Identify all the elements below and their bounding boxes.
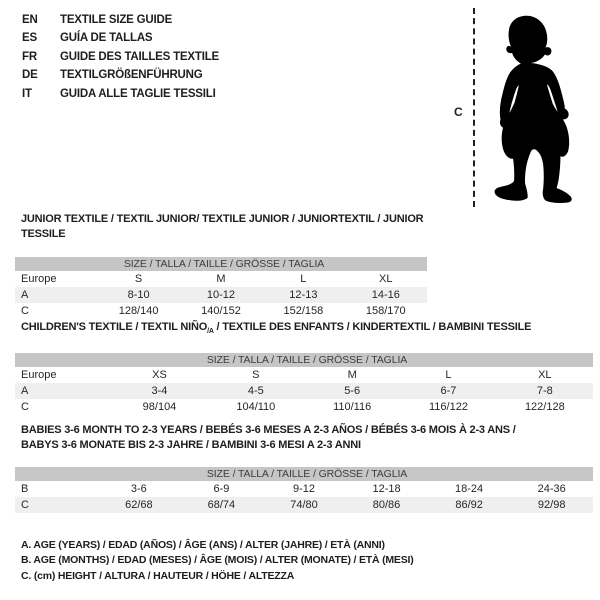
row-label: Europe (21, 273, 57, 285)
language-title-list (22, 11, 219, 103)
size-table (15, 467, 593, 513)
size-cell: 74/80 (263, 497, 346, 513)
baby-silhouette-icon (483, 7, 577, 207)
language-code: IT (22, 87, 32, 100)
size-cell: 122/128 (524, 401, 565, 414)
size-cell: 140/152 (201, 305, 241, 317)
size-cell: 12-13 (262, 287, 344, 303)
language-code: FR (22, 50, 37, 63)
size-cell: 24-36 (537, 483, 566, 495)
size-cell: 68/74 (180, 497, 263, 513)
size-table (15, 257, 427, 319)
table-title (21, 212, 427, 242)
legend-line: A. AGE (YEARS) / EDAD (AÑOS) / ÂGE (ANS) / ALTER (JAHRE) / ETÀ (ANNI) (21, 539, 385, 551)
table-title-text: / TEXTILE DES ENFANTS / KINDERTEXTIL / BAMBINI TESSILE (213, 321, 532, 333)
size-cell: 80/86 (345, 497, 428, 513)
guide-title: TEXTILE SIZE GUIDE (60, 14, 173, 26)
row-label: A (15, 383, 111, 399)
babies-textile-section (15, 423, 593, 513)
size-header-bar: SIZE / TALLA / TAILLE / GRÖSSE / TAGLIA (15, 257, 427, 271)
table-title-text: JUNIOR TEXTILE / TEXTIL JUNIOR/ TEXTILE JUNIOR / JUNIORTEXTIL / JUNIOR TESSILE (21, 213, 424, 240)
table-row (15, 399, 593, 415)
row-label: Europe (21, 369, 57, 382)
size-cell: 8-10 (97, 287, 179, 303)
legend-line: B. AGE (MONTHS) / EDAD (MESES) / ÂGE (MOIS) / ALTER (MONATE) / ETÀ (MESI) (21, 554, 414, 567)
size-cell: 110/116 (333, 401, 372, 414)
legend-line: C. (cm) HEIGHT / ALTURA / HAUTEUR / HÖHE / ALTEZZA (21, 569, 295, 582)
size-cell: XL (538, 369, 552, 382)
language-row (22, 48, 219, 66)
height-measure-label: C (454, 105, 463, 119)
size-cell: 5-6 (304, 383, 400, 399)
language-row (22, 85, 219, 103)
size-header-bar: SIZE / TALLA / TAILLE / GRÖSSE / TAGLIA (15, 467, 593, 481)
table-title-text: CHILDREN'S TEXTILE / TEXTIL NIÑO (21, 321, 208, 333)
language-code: EN (22, 14, 38, 26)
language-code: ES (22, 32, 37, 45)
size-cell: 104/110 (236, 401, 276, 414)
childrens-textile-section (15, 320, 593, 415)
table-title-text: BABIES 3-6 MONTH TO 2-3 YEARS / BEBÉS 3-6 MESES A 2-3 AÑOS / BÉBÉS 3-6 MOIS À 2-3 ANS / (21, 424, 516, 436)
table-row (15, 367, 593, 383)
guide-title: GUIDE DES TAILLES TEXTILE (60, 50, 219, 63)
size-cell: M (216, 273, 226, 285)
size-header-row (15, 257, 427, 271)
size-header-row (15, 467, 593, 481)
language-code: DE (22, 69, 38, 82)
size-header-row (15, 353, 593, 367)
table-row (15, 383, 593, 399)
size-table (15, 353, 593, 415)
size-cell: S (252, 369, 260, 382)
size-header-bar: SIZE / TALLA / TAILLE / GRÖSSE / TAGLIA (15, 353, 593, 367)
size-cell: 6-9 (213, 483, 230, 495)
guide-title: TEXTILGRÖßENFÜHRUNG (60, 69, 203, 82)
size-cell: 12-18 (372, 483, 401, 495)
table-row (15, 303, 427, 319)
row-label: C (15, 497, 98, 513)
size-cell: 10-12 (180, 287, 262, 303)
table-title (21, 320, 593, 339)
language-row (22, 66, 219, 84)
table-title-text: /A (207, 328, 214, 336)
size-cell: 116/122 (429, 401, 468, 414)
table-title-line (21, 438, 593, 453)
size-cell: 7-8 (497, 383, 593, 399)
size-cell: 9-12 (292, 483, 315, 495)
row-label: A (15, 287, 97, 303)
size-cell: M (347, 369, 357, 382)
size-cell: 92/98 (510, 497, 593, 513)
table-title-line (21, 212, 427, 242)
size-cell: 152/158 (283, 305, 324, 317)
size-cell: L (445, 369, 452, 382)
guide-title: GUIDA ALLE TAGLIE TESSILI (60, 87, 216, 100)
row-label: C (21, 401, 29, 414)
size-cell: 14-16 (345, 287, 427, 303)
size-cell: 18-24 (455, 483, 484, 495)
table-row (15, 497, 593, 513)
size-cell: 3-6 (130, 483, 147, 495)
size-cell: L (300, 273, 307, 285)
height-measure-dashed-line (473, 8, 475, 207)
table-row (15, 271, 427, 287)
language-row (22, 11, 219, 29)
table-row (15, 481, 593, 497)
table-title-text: BABYS 3-6 MONATE BIS 2-3 JAHRE / BAMBINI 3-6 MESI A 2-3 ANNI (21, 439, 361, 451)
size-cell: 4-5 (208, 383, 304, 399)
measure-legend (21, 538, 414, 584)
row-label: C (21, 305, 29, 317)
table-row (15, 287, 427, 303)
table-title-line (21, 423, 593, 438)
row-label: B (21, 483, 29, 495)
size-cell: 98/104 (142, 401, 177, 414)
size-cell: XL (379, 273, 393, 285)
size-cell: 86/92 (428, 497, 511, 513)
baby-figure (450, 0, 600, 215)
size-cell: S (134, 273, 143, 285)
size-cell: 62/68 (98, 497, 181, 513)
language-row (22, 29, 219, 47)
table-title (21, 423, 593, 453)
junior-textile-section (15, 212, 427, 319)
guide-title: GUÍA DE TALLAS (60, 32, 153, 45)
size-cell: 128/140 (118, 305, 159, 317)
size-cell: 6-7 (400, 383, 496, 399)
size-cell: 158/170 (365, 305, 406, 317)
table-title-line (21, 320, 593, 339)
size-cell: 3-4 (111, 383, 207, 399)
size-cell: XS (152, 369, 167, 382)
